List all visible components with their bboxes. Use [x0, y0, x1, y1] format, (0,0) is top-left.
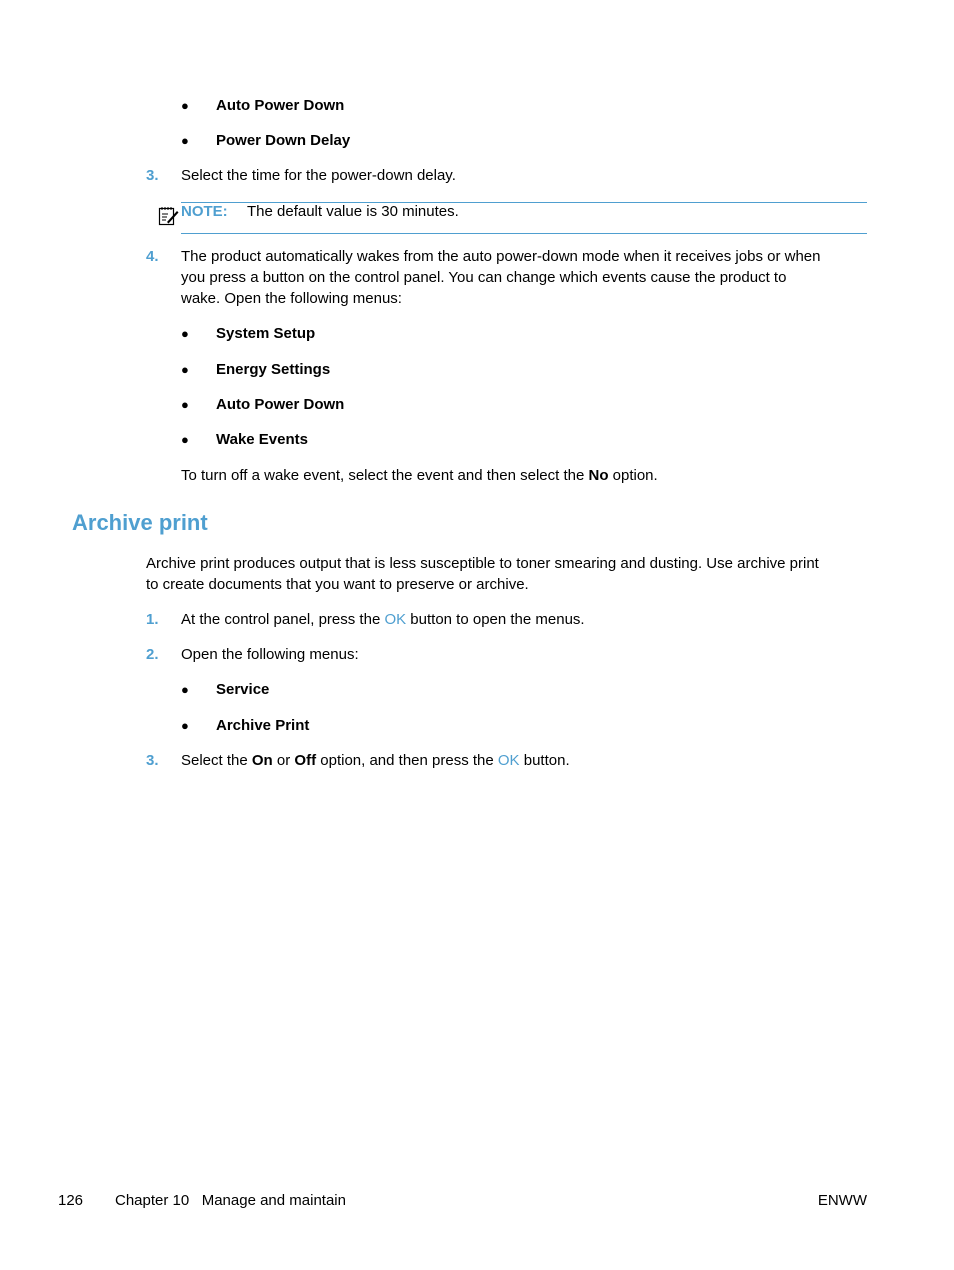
option-no: No [588, 467, 609, 484]
step-number: 2. [146, 646, 159, 663]
bullet-icon: ● [181, 682, 189, 697]
menu-item: Auto Power Down [216, 396, 345, 413]
option-on: On [251, 752, 273, 769]
note-label: NOTE: [181, 203, 228, 220]
step-text-line: The product automatically wakes from the auto power-down mode when it receives jobs or when [181, 248, 821, 265]
text-run: To turn off a wake event, select the event and then select the [181, 467, 589, 484]
step-number: 1. [146, 611, 159, 628]
bullet-icon: ● [181, 362, 189, 377]
step-number: 3. [146, 167, 159, 184]
menu-item: Archive Print [216, 717, 310, 734]
menu-item: System Setup [216, 325, 316, 342]
menu-item: Energy Settings [216, 361, 331, 378]
menu-item: Service [216, 681, 270, 698]
section-heading: Archive print [72, 510, 208, 535]
bullet-icon: ● [181, 133, 189, 148]
text-run: button. [519, 752, 570, 769]
step-number: 4. [146, 248, 159, 265]
note-rule-bottom [181, 233, 867, 234]
step-text-line: wake. Open the following menus: [181, 290, 402, 307]
step-text [181, 609, 585, 630]
turn-off-text [181, 465, 658, 486]
text-run: At the control panel, press the [181, 611, 385, 628]
menu-item: Power Down Delay [216, 132, 351, 149]
text-run: Select the [181, 752, 252, 769]
menu-item: Wake Events [216, 431, 308, 448]
text-run: or [272, 752, 295, 769]
step-text-line: you press a button on the control panel. You can change which events cause the product to [181, 269, 787, 286]
step-number: 3. [146, 752, 159, 769]
chapter-title: Chapter 10 Manage and maintain [115, 1192, 346, 1209]
bullet-icon: ● [181, 98, 189, 113]
text-run: option. [608, 467, 658, 484]
bullet-icon: ● [181, 397, 189, 412]
text-run: option, and then press the [316, 752, 498, 769]
intro-line: Archive print produces output that is less susceptible to toner smearing and dusting. Use archive print [146, 555, 819, 572]
bullet-icon: ● [181, 718, 189, 733]
bullet-icon: ● [181, 432, 189, 447]
step-text [181, 750, 570, 771]
step-text: Open the following menus: [181, 646, 359, 663]
page-number: 126 [58, 1192, 84, 1209]
ok-button-ref: OK [497, 752, 520, 769]
option-off: Off [294, 752, 317, 769]
text-run: button to open the menus. [406, 611, 585, 628]
step-text: Select the time for the power-down delay. [181, 167, 456, 184]
ok-button-ref: OK [384, 611, 407, 628]
note-pencil-icon [158, 205, 179, 226]
menu-item: Auto Power Down [216, 97, 345, 114]
intro-line: to create documents that you want to preserve or archive. [146, 576, 529, 593]
note-text: The default value is 30 minutes. [247, 203, 459, 220]
footer-right: ENWW [817, 1192, 867, 1209]
bullet-icon: ● [181, 326, 189, 341]
